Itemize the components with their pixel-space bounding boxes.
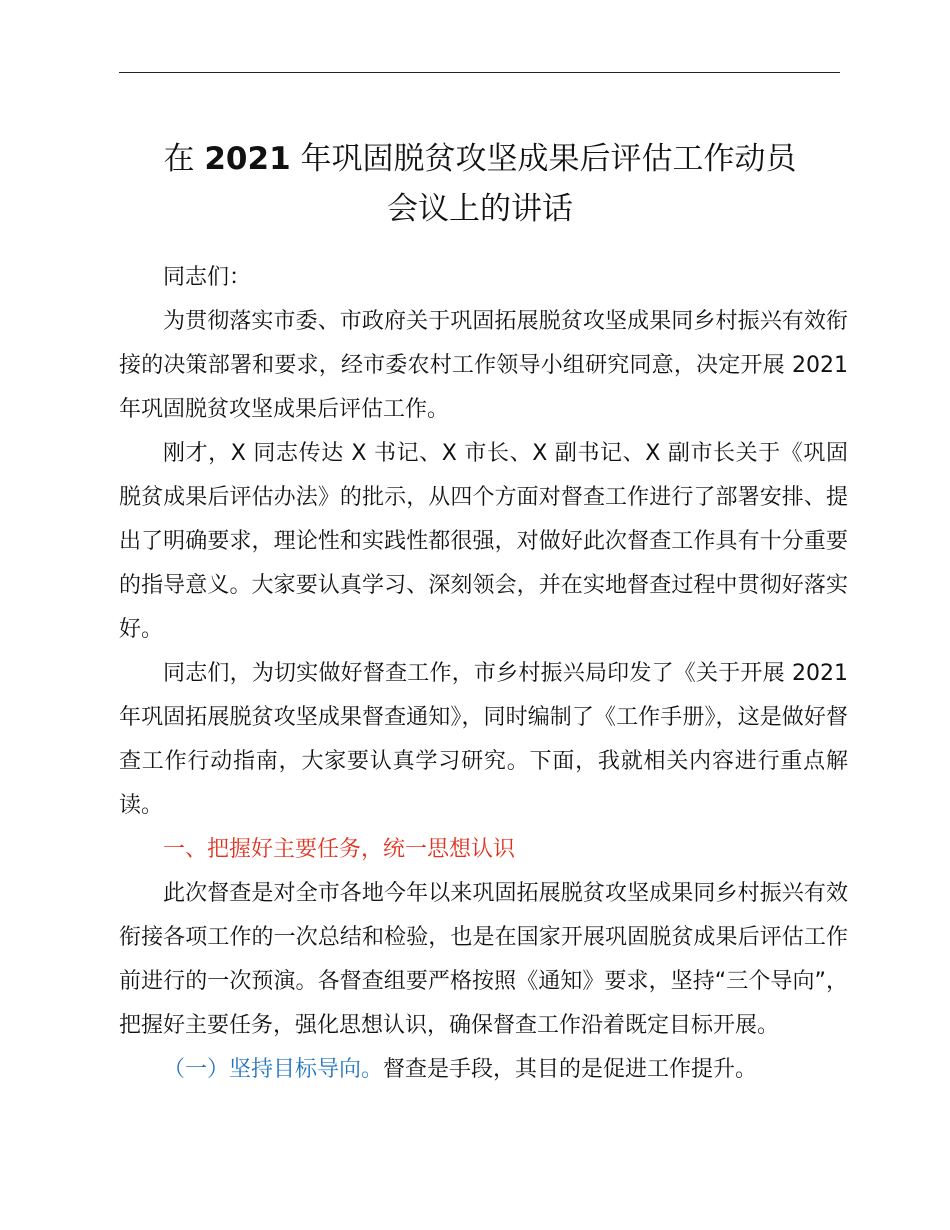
section-1-heading: 一、把握好主要任务，统一思想认识 (163, 837, 516, 862)
document-title (110, 134, 850, 234)
paragraph-3: 同志们，为切实做好督查工作，市乡村振兴局印发了《关于开展 2021 年巩固拓展脱贫攻坚成果督查通知》，同时编制了《工作手册》，这是做好督查工作行动指南，大家要认真学习研究。下面，我就相关内容进行重点解读。 (119, 661, 848, 818)
section-1-paragraph: 此次督查是对全市各地今年以来巩固拓展脱贫攻坚成果同乡村振兴有效衔接各项工作的一次总结和检验，也是在国家开展巩固脱贫成果后评估工作前进行的一次预演。各督查组要严格按照《通知》要求，坚持“三个导向”，把握好主要任务，强化思想认识，确保督查工作沿着既定目标开展。 (119, 881, 848, 1038)
title-year: 2021 (204, 141, 291, 177)
salutation: 同志们： (163, 265, 252, 290)
paragraph-1: 为贯彻落实市委、市政府关于巩固拓展脱贫攻坚成果同乡村振兴有效衔接的决策部署和要求，经市委农村工作领导小组研究同意，决定开展 2021 年巩固脱贫攻坚成果后评估工作。 (119, 309, 848, 422)
document-body (119, 256, 848, 1092)
title-line-2: 会议上的讲话 (387, 191, 573, 227)
title-line-1 (110, 134, 850, 184)
subsection-1-heading: （一）坚持目标导向。 (163, 1057, 384, 1082)
title-line-1-rest: 年巩固脱贫攻坚成果后评估工作动员 (290, 141, 797, 177)
title-prefix: 在 (163, 141, 205, 177)
subsection-1-text: 督查是手段，其目的是促进工作提升。 (383, 1057, 758, 1082)
header-rule (119, 72, 840, 73)
subsection-1-paragraph (119, 1048, 848, 1092)
paragraph-2: 刚才，X 同志传达 X 书记、X 市长、X 副书记、X 副市长关于《巩固脱贫成果后评估办法》的批示，从四个方面对督查工作进行了部署安排、提出了明确要求，理论性和实践性都很强，对做好此次督查工作具有十分重要的指导意义。大家要认真学习、深刻领会，并在实地督查过程中贯彻好落实好。 (119, 441, 848, 642)
